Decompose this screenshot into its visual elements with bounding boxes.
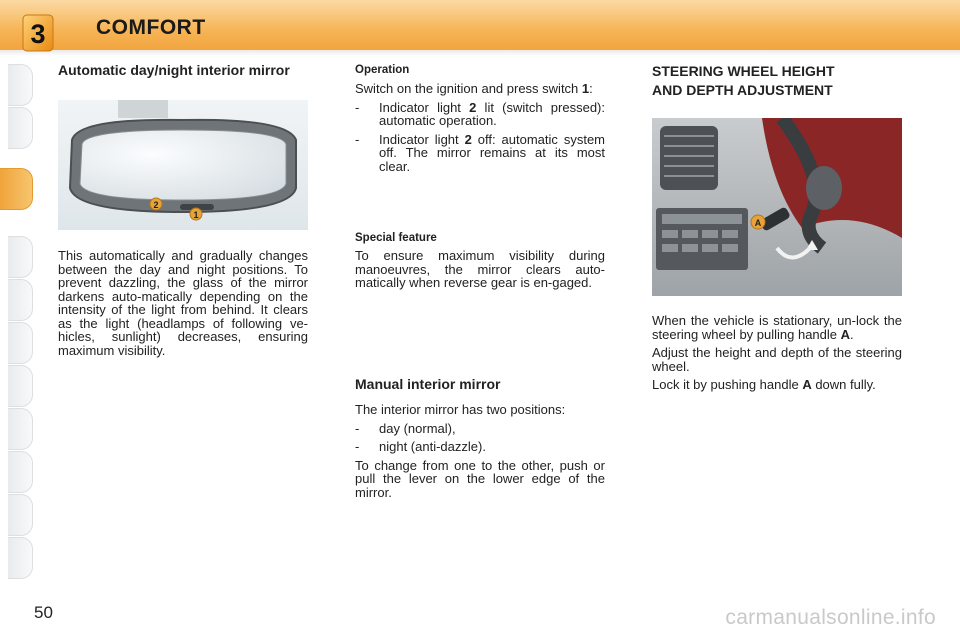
- column-steering: [652, 62, 902, 100]
- operation-heading: Operation: [355, 64, 410, 76]
- section-heading: Automatic day/night interior mirror: [58, 62, 290, 78]
- steering-column-illustration: [652, 118, 902, 296]
- chapter-tab[interactable]: [8, 537, 33, 579]
- column-operation: [355, 63, 605, 178]
- list-item: - Indicator light 2 lit (switch pressed): automatic operation.: [355, 99, 605, 128]
- chapter-tab[interactable]: [8, 322, 33, 364]
- chapter-tab[interactable]: [8, 365, 33, 407]
- list-item: - night (anti-dazzle).: [355, 439, 486, 454]
- callout-label-2: 2: [153, 200, 159, 210]
- column-mirror-automatic: [58, 62, 308, 78]
- column-manual-mirror: [355, 376, 605, 504]
- special-feature-text: To ensure maximum visibility during manoeuvres, the mirror clears auto-matically when reverse gear is en-gaged.: [355, 248, 605, 290]
- chapter-number: 3: [30, 19, 46, 49]
- column-mirror-text: [58, 249, 308, 362]
- chapter-tab[interactable]: [8, 64, 33, 106]
- callout-label-1: 1: [193, 210, 199, 220]
- chapter-tabs: [0, 64, 34, 576]
- column-steering-text: [652, 314, 902, 397]
- chapter-tab[interactable]: [8, 408, 33, 450]
- callout-label-A: A: [754, 218, 762, 228]
- mirror-description: This automatically and gradually changes between the day and night positions. To prevent dazzling, the glass of the mirror darkens auto-matically depending on the intensity of the light from behind. It clears as the light (headlamps of following ve-hicles, sunlight) decreases, ensuring maximum visibility.: [58, 248, 308, 358]
- watermark: carmanualsonline.info: [725, 606, 936, 629]
- chapter-tab-active[interactable]: [0, 168, 33, 210]
- manual-mirror-heading: Manual interior mirror: [355, 376, 501, 392]
- list-item: - day (normal),: [355, 420, 456, 436]
- operation-intro: Switch on the ignition and press switch 1:: [355, 81, 593, 96]
- chapter-tab[interactable]: [8, 107, 33, 149]
- steering-step-adjust: Adjust the height and depth of the steering wheel.: [652, 345, 902, 374]
- chapter-number-badge: [22, 14, 54, 52]
- page-number: 50: [34, 603, 53, 622]
- steering-heading: STEERING WHEEL HEIGHT AND DEPTH ADJUSTMENT: [652, 63, 835, 98]
- chapter-tab[interactable]: [8, 494, 33, 536]
- list-item: - Indicator light 2 off: automatic system off. The mirror remains at its most clear.: [355, 131, 606, 174]
- header-divider: [0, 50, 960, 56]
- chapter-title: COMFORT: [96, 16, 206, 39]
- steering-step-unlock: When the vehicle is stationary, un-lock the steering wheel by pulling handle A.: [652, 313, 902, 342]
- chapter-tab[interactable]: [8, 236, 33, 278]
- manual-mirror-text: To change from one to the other, push or pull the lever on the lower edge of the mirror.: [355, 457, 605, 500]
- manual-mirror-intro: The interior mirror has two positions:: [355, 402, 566, 417]
- column-special-feature: [355, 231, 605, 295]
- chapter-tab[interactable]: [8, 279, 33, 321]
- chapter-tab[interactable]: [8, 451, 33, 493]
- rear-view-mirror-illustration: [58, 100, 308, 230]
- steering-step-lock: Lock it by pushing handle A down fully.: [652, 377, 876, 392]
- special-feature-heading: Special feature: [355, 232, 437, 244]
